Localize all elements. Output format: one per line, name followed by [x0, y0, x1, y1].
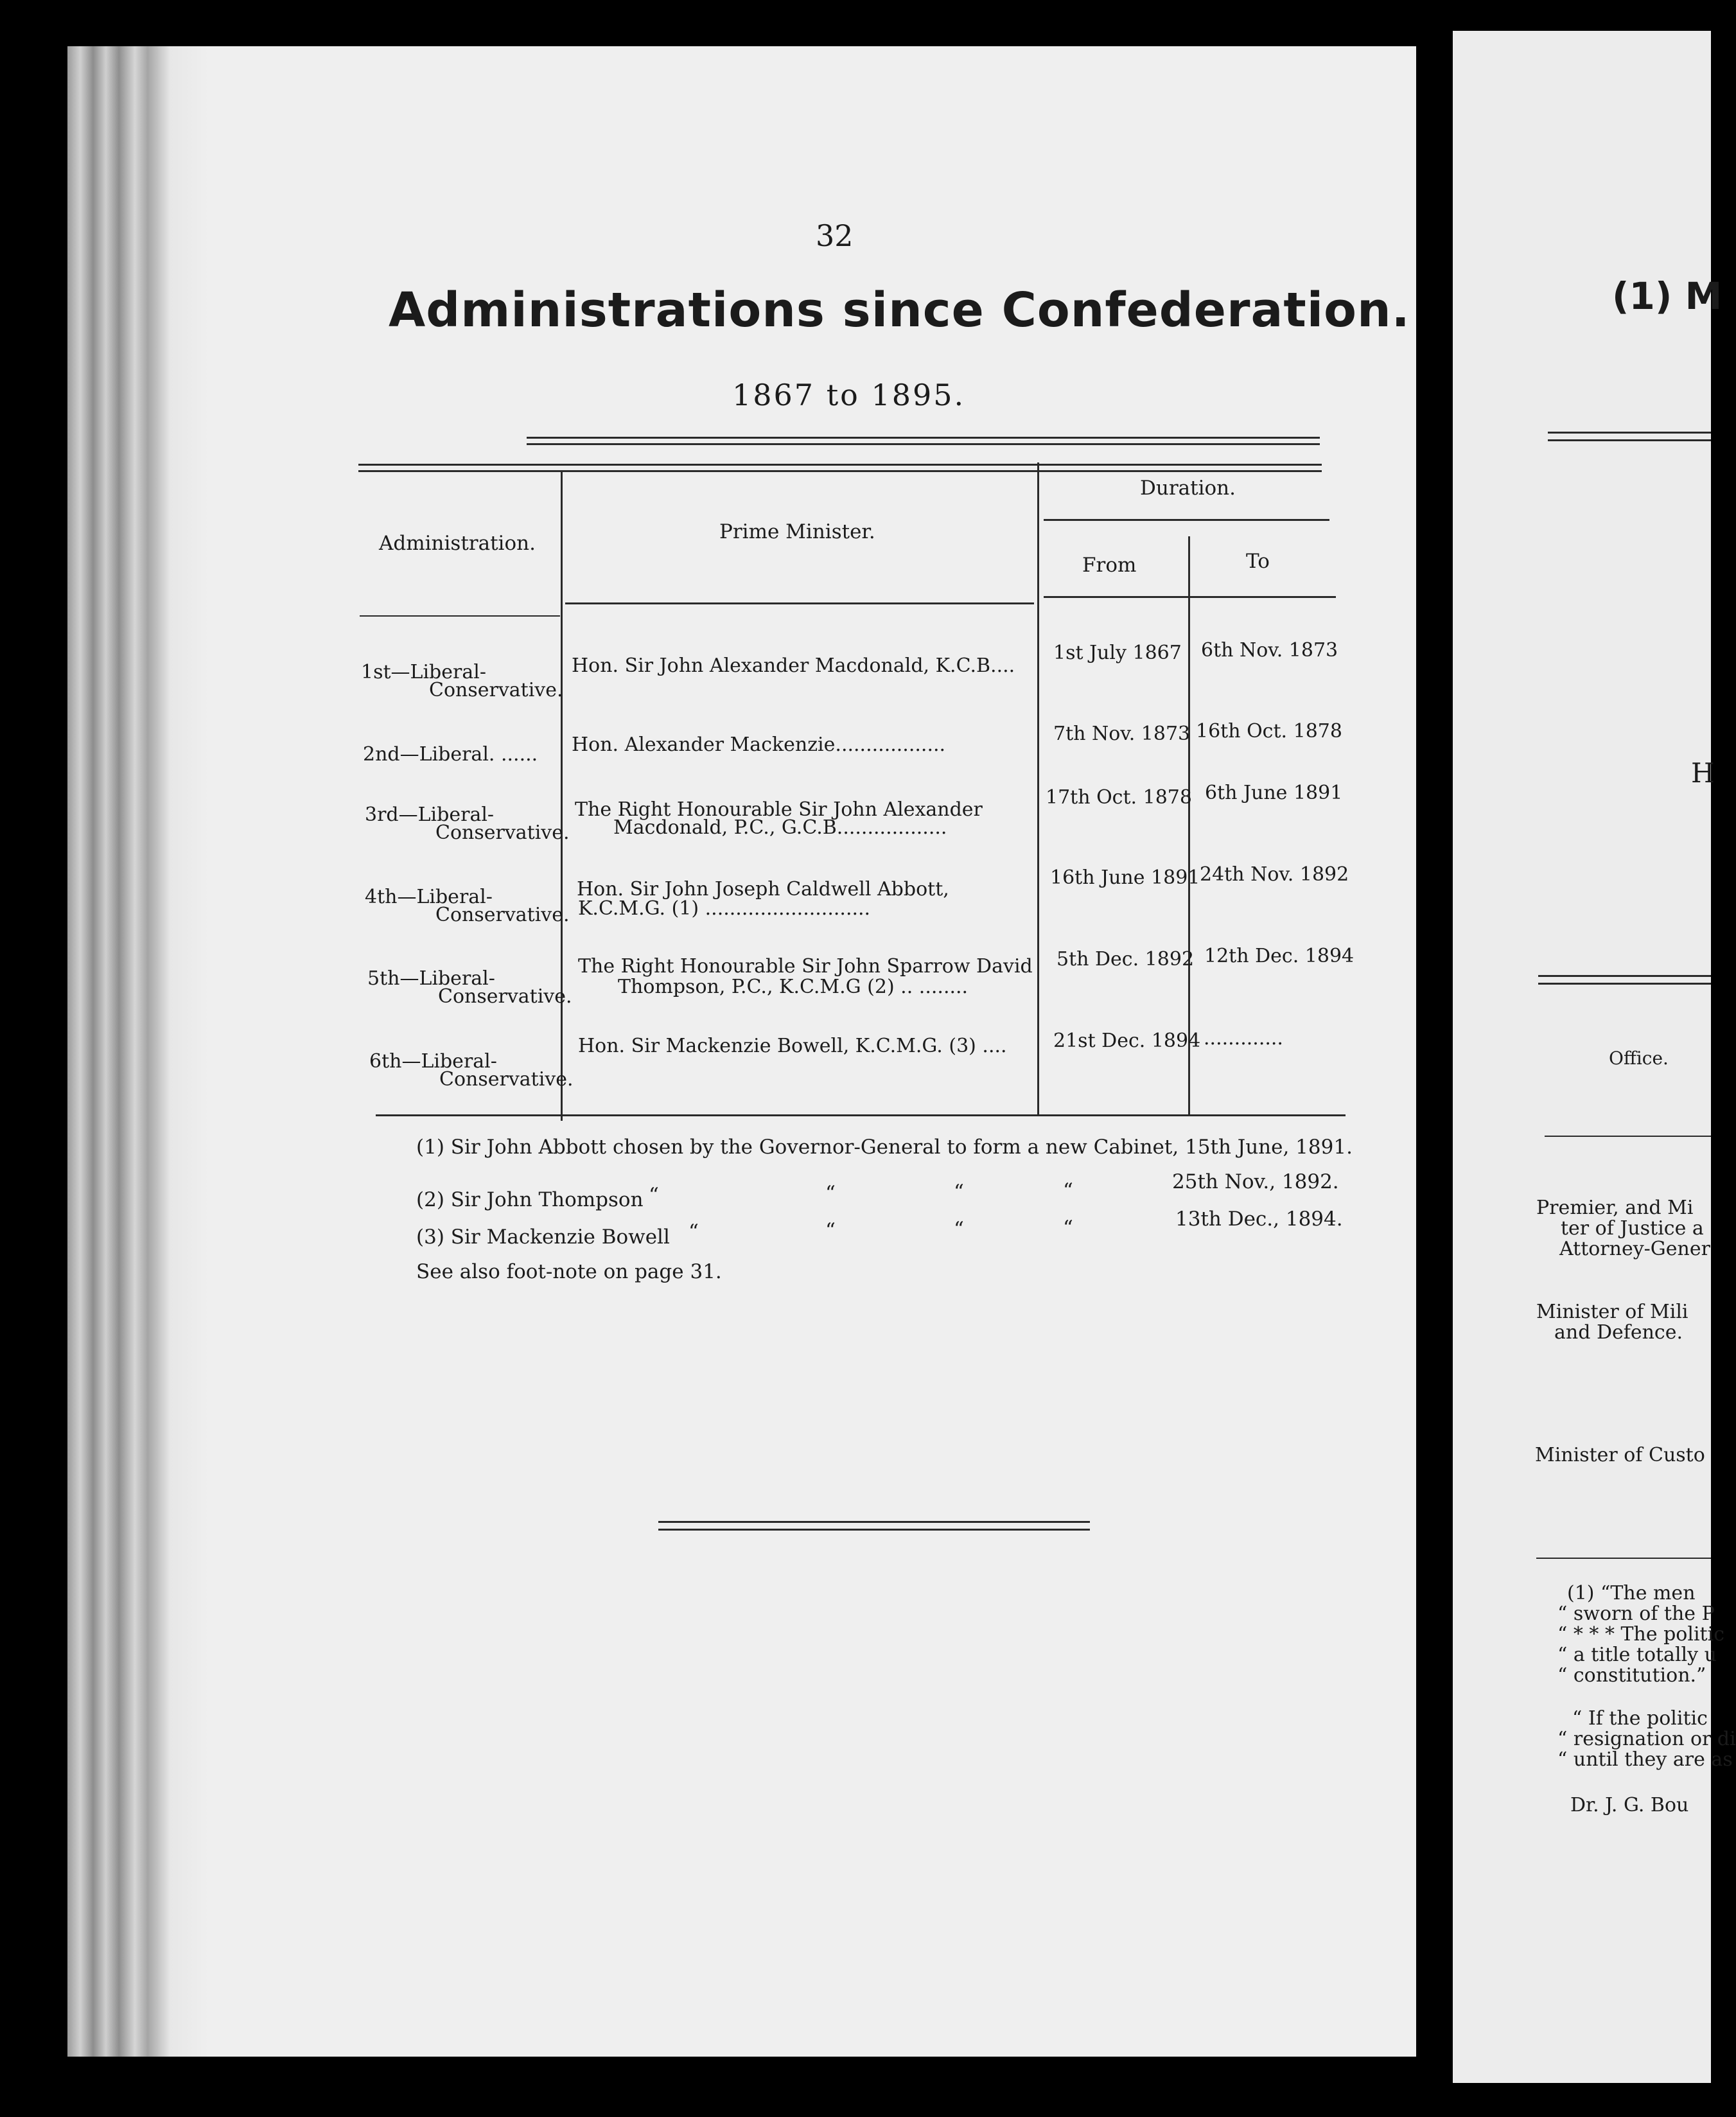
- header-rule: [1044, 596, 1336, 598]
- row6-from: 21st Dec. 1894: [1053, 1030, 1201, 1052]
- right-entry: Minister of Mili: [1536, 1301, 1688, 1323]
- right-quote-line: “ a title totally u: [1557, 1644, 1717, 1666]
- ditto-mark: “: [954, 1181, 964, 1204]
- row1-prime-minister: Hon. Sir John Alexander Macdonald, K.C.B....: [572, 654, 1015, 677]
- column-divider: [561, 472, 563, 1121]
- ditto-mark: “: [825, 1219, 836, 1242]
- ditto-mark: “: [1063, 1217, 1073, 1240]
- footnote-2: (2) Sir John Thompson: [416, 1188, 644, 1211]
- header-administration: Administration.: [379, 532, 536, 555]
- header-from: From: [1082, 554, 1137, 577]
- right-quote-line: “ until they are as: [1557, 1748, 1733, 1771]
- ditto-mark: “: [1063, 1179, 1073, 1202]
- row2-to: 16th Oct. 1878: [1196, 720, 1342, 742]
- row6-to: .............: [1204, 1027, 1283, 1050]
- row3-prime-minister-2: Macdonald, P.C., G.C.B..................: [613, 816, 947, 839]
- row4-prime-minister-2: K.C.M.G. (1) ...........................: [578, 897, 871, 920]
- right-rule: [1538, 975, 1711, 977]
- right-rule: [1548, 432, 1711, 434]
- header-rule: [360, 615, 560, 617]
- right-office-header: Office.: [1609, 1048, 1669, 1069]
- right-page-heading: (1) M: [1612, 274, 1723, 318]
- row5-prime-minister: The Right Honourable Sir John Sparrow David: [578, 955, 1033, 978]
- row2-prime-minister: Hon. Alexander Mackenzie..................: [572, 733, 946, 756]
- row3-administration: 3rd—Liberal-: [365, 804, 495, 826]
- row3-administration-2: Conservative.: [435, 821, 570, 844]
- right-quote-line: “ sworn of the P: [1557, 1603, 1715, 1625]
- right-entry: ter of Justice a: [1561, 1217, 1704, 1240]
- right-quote-line: “ If the politic: [1572, 1707, 1708, 1730]
- right-entry: Attorney-Gener: [1559, 1238, 1710, 1260]
- row6-administration-2: Conservative.: [439, 1068, 574, 1091]
- ditto-mark: “: [649, 1184, 659, 1207]
- row5-to: 12th Dec. 1894: [1204, 945, 1355, 967]
- ditto-mark: “: [688, 1220, 699, 1243]
- table-bottom-rule: [376, 1114, 1346, 1116]
- right-quote-line: “ * * * The politic: [1557, 1623, 1725, 1646]
- page-title: Administrations since Confederation.: [389, 283, 1410, 338]
- right-rule: [1538, 983, 1711, 985]
- footnote-2-date: 25th Nov., 1892.: [1172, 1170, 1339, 1193]
- row1-to: 6th Nov. 1873: [1201, 639, 1338, 662]
- row3-prime-minister: The Right Honourable Sir John Alexander: [575, 798, 983, 821]
- row5-prime-minister-2: Thompson, P.C., K.C.M.G (2) .. ........: [618, 976, 969, 998]
- row4-prime-minister: Hon. Sir John Joseph Caldwell Abbott,: [577, 878, 949, 900]
- top-rule: [358, 470, 1322, 472]
- top-rule: [527, 443, 1320, 445]
- right-quote-line: Dr. J. G. Bou: [1570, 1794, 1689, 1816]
- row3-from: 17th Oct. 1878: [1046, 786, 1192, 809]
- row5-administration-2: Conservative.: [438, 985, 572, 1008]
- right-quote-line: “ resignation or di: [1557, 1728, 1736, 1750]
- right-rule: [1536, 1558, 1711, 1559]
- header-rule: [1044, 519, 1329, 521]
- page-number: 32: [816, 218, 854, 253]
- right-entry: Premier, and Mi: [1536, 1197, 1694, 1219]
- row6-prime-minister: Hon. Sir Mackenzie Bowell, K.C.M.G. (3) ....: [578, 1035, 1007, 1057]
- header-prime-minister: Prime Minister.: [719, 520, 875, 543]
- ditto-mark: “: [954, 1218, 964, 1241]
- header-duration: Duration.: [1140, 477, 1236, 500]
- column-divider: [1188, 536, 1190, 1114]
- row2-administration: 2nd—Liberal. ......: [363, 743, 538, 766]
- row5-from: 5th Dec. 1892: [1057, 948, 1195, 971]
- row4-administration-2: Conservative.: [435, 904, 570, 926]
- right-entry: and Defence.: [1554, 1321, 1683, 1344]
- footnote-see-also: See also foot-note on page 31.: [416, 1260, 722, 1283]
- row4-to: 24th Nov. 1892: [1200, 863, 1349, 886]
- right-quote-line: (1) “The men: [1567, 1582, 1696, 1604]
- footnote-3: (3) Sir Mackenzie Bowell: [416, 1225, 670, 1249]
- closing-rule: [658, 1521, 1090, 1523]
- right-entry: Minister of Custo: [1535, 1444, 1705, 1466]
- footnote-3-date: 13th Dec., 1894.: [1175, 1208, 1343, 1231]
- right-quote-line: “ constitution.”: [1557, 1664, 1706, 1687]
- row1-administration: 1st—Liberal-: [361, 661, 486, 683]
- row1-administration-2: Conservative.: [429, 679, 563, 701]
- right-letter-h: H: [1691, 757, 1715, 789]
- right-page: [1453, 31, 1711, 2083]
- header-to: To: [1246, 550, 1270, 573]
- right-rule: [1545, 1136, 1711, 1137]
- row3-to: 6th June 1891: [1205, 782, 1343, 804]
- row1-from: 1st July 1867: [1053, 642, 1182, 664]
- ditto-mark: “: [825, 1182, 836, 1205]
- row5-administration: 5th—Liberal-: [367, 967, 495, 990]
- row4-administration: 4th—Liberal-: [365, 886, 493, 908]
- right-rule: [1548, 439, 1711, 441]
- top-rule: [527, 437, 1320, 439]
- header-rule: [565, 602, 1034, 604]
- top-rule: [358, 464, 1322, 466]
- closing-rule: [658, 1529, 1090, 1531]
- row2-from: 7th Nov. 1873: [1053, 723, 1191, 745]
- page-subtitle: 1867 to 1895.: [732, 378, 966, 412]
- footnote-1: (1) Sir John Abbott chosen by the Governor-General to form a new Cabinet, 15th June, 1891.: [416, 1136, 1353, 1159]
- row6-administration: 6th—Liberal-: [369, 1050, 497, 1073]
- column-divider: [1037, 462, 1039, 1114]
- row4-from: 16th June 1891: [1050, 866, 1200, 889]
